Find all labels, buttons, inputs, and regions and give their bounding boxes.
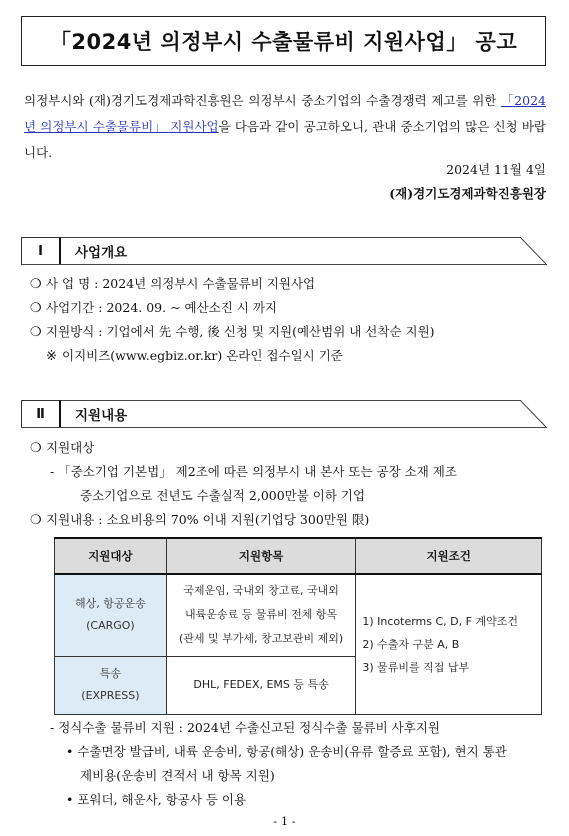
overview-item-text: 사업기간 : 2024. 09. ~ 예산소진 시 까지 xyxy=(46,300,277,315)
overview-item-period xyxy=(30,296,277,321)
note-line: • 수출면장 발급비, 내륙 운송비, 항공(해상) 운송비(유류 할증료 포함), 현지 통관 xyxy=(66,744,507,759)
support-target-heading xyxy=(30,436,94,461)
intro-text-1: 의정부시와 (재)경기도경제과학진흥원은 의정부시 중소기업의 수출경쟁력 제고를 위한 xyxy=(24,93,501,108)
page-title xyxy=(21,16,546,66)
support-table xyxy=(54,537,542,715)
overview-item-text: 지원방식 : 기업에서 先 수행, 後 신청 및 지원(예산범위 내 선착순 지원) xyxy=(46,324,435,339)
section-2-top-line xyxy=(61,400,521,401)
table-cell-items xyxy=(166,574,356,656)
overview-note-text: 이지비즈(www.egbiz.or.kr) 온라인 접수일시 기준 xyxy=(62,348,343,363)
item-line: 국제운임, 국내외 창고료, 국내외 xyxy=(183,584,339,598)
section-2-number: Ⅱ xyxy=(21,400,61,428)
overview-item-method xyxy=(30,320,435,345)
target-line: (EXPRESS) xyxy=(81,689,140,702)
table-row xyxy=(55,574,542,656)
target-line: (CARGO) xyxy=(86,619,135,633)
table-cell-items xyxy=(166,656,356,714)
table-header-cell: 지원대상 xyxy=(55,538,167,574)
condition-line: 2) 수출자 구분 A, B xyxy=(362,637,460,651)
intro-text-2: 을 다음과 같이 공고하오니, 관내 중소기업의 많은 신청 바랍니다. xyxy=(24,119,546,160)
section-1-title: 사업개요 xyxy=(75,245,128,261)
table-cell-conditions xyxy=(356,574,542,714)
condition-line: 1) Incoterms C, D, F 계약조건 xyxy=(362,614,518,628)
circle-bullet-icon: ❍ xyxy=(30,513,42,528)
support-target-label: 지원대상 xyxy=(46,440,95,455)
section-2-corner xyxy=(520,400,547,428)
item-line: 내륙운송료 등 물류비 전체 항목 xyxy=(185,608,338,622)
item-line: DHL, FEDEX, EMS 등 특송 xyxy=(193,678,329,691)
overview-item-text: 사 업 명 : 2024년 의정부시 수출물류비 지원사업 xyxy=(46,276,316,291)
target-line: 해상, 항공운송 xyxy=(75,597,146,611)
circle-bullet-icon: ❍ xyxy=(30,277,42,292)
table-cell-target xyxy=(55,656,167,714)
table-header-cell: 지원항목 xyxy=(166,538,356,574)
section-1-top-line xyxy=(61,237,521,238)
section-1-corner xyxy=(520,237,547,265)
table-header-cell: 지원조건 xyxy=(356,538,542,574)
support-content-label: 지원내용 : 소요비용의 70% 이내 지원(기업당 300만원 限) xyxy=(46,512,370,527)
overview-note xyxy=(46,344,343,369)
support-target-line-2: 중소기업으로 전년도 수출실적 2,000만불 이하 기업 xyxy=(80,488,366,503)
circle-bullet-icon: ❍ xyxy=(30,441,42,456)
condition-line: 3) 물류비를 직접 납부 xyxy=(362,660,470,674)
announcement-date: 2024년 11월 4일 xyxy=(446,162,546,177)
target-line: 특송 xyxy=(99,667,122,680)
support-content-heading xyxy=(30,508,369,533)
note-line: 제비용(운송비 견적서 내 항목 지원) xyxy=(80,768,275,783)
page-number: - 1 - xyxy=(273,814,296,828)
note-line: • 포워더, 해운사, 항공사 등 이용 xyxy=(66,792,247,807)
program-name-link: 「2024년 의정부시 수출물류비」 지원사업 xyxy=(24,93,546,134)
section-1-bottom-line xyxy=(21,264,547,265)
table-cell-target xyxy=(55,574,167,656)
overview-item-name xyxy=(30,272,315,297)
table-header-row xyxy=(55,538,542,574)
section-1-number: Ⅰ xyxy=(21,237,61,265)
intro-paragraph xyxy=(24,88,546,166)
reference-mark-icon: ※ xyxy=(46,349,57,364)
circle-bullet-icon: ❍ xyxy=(30,301,42,316)
section-2-bottom-line xyxy=(21,427,547,428)
section-2-title: 지원내용 xyxy=(75,408,128,424)
item-line: (관세 및 부가세, 창고보관비 제외) xyxy=(178,632,344,646)
circle-bullet-icon: ❍ xyxy=(30,325,42,340)
note-line: - 정식수출 물류비 지원 : 2024년 수출신고된 정식수출 물류비 사후지원 xyxy=(50,720,440,735)
support-target-line-1: - 「중소기업 기본법」 제2조에 따른 의정부시 내 본사 또는 공장 소재 제조 xyxy=(50,464,457,479)
organization-name: (재)경기도경제과학진흥원장 xyxy=(389,186,546,201)
page-title-text: 「2024년 의정부시 수출물류비 지원사업」 공고 xyxy=(49,30,518,54)
